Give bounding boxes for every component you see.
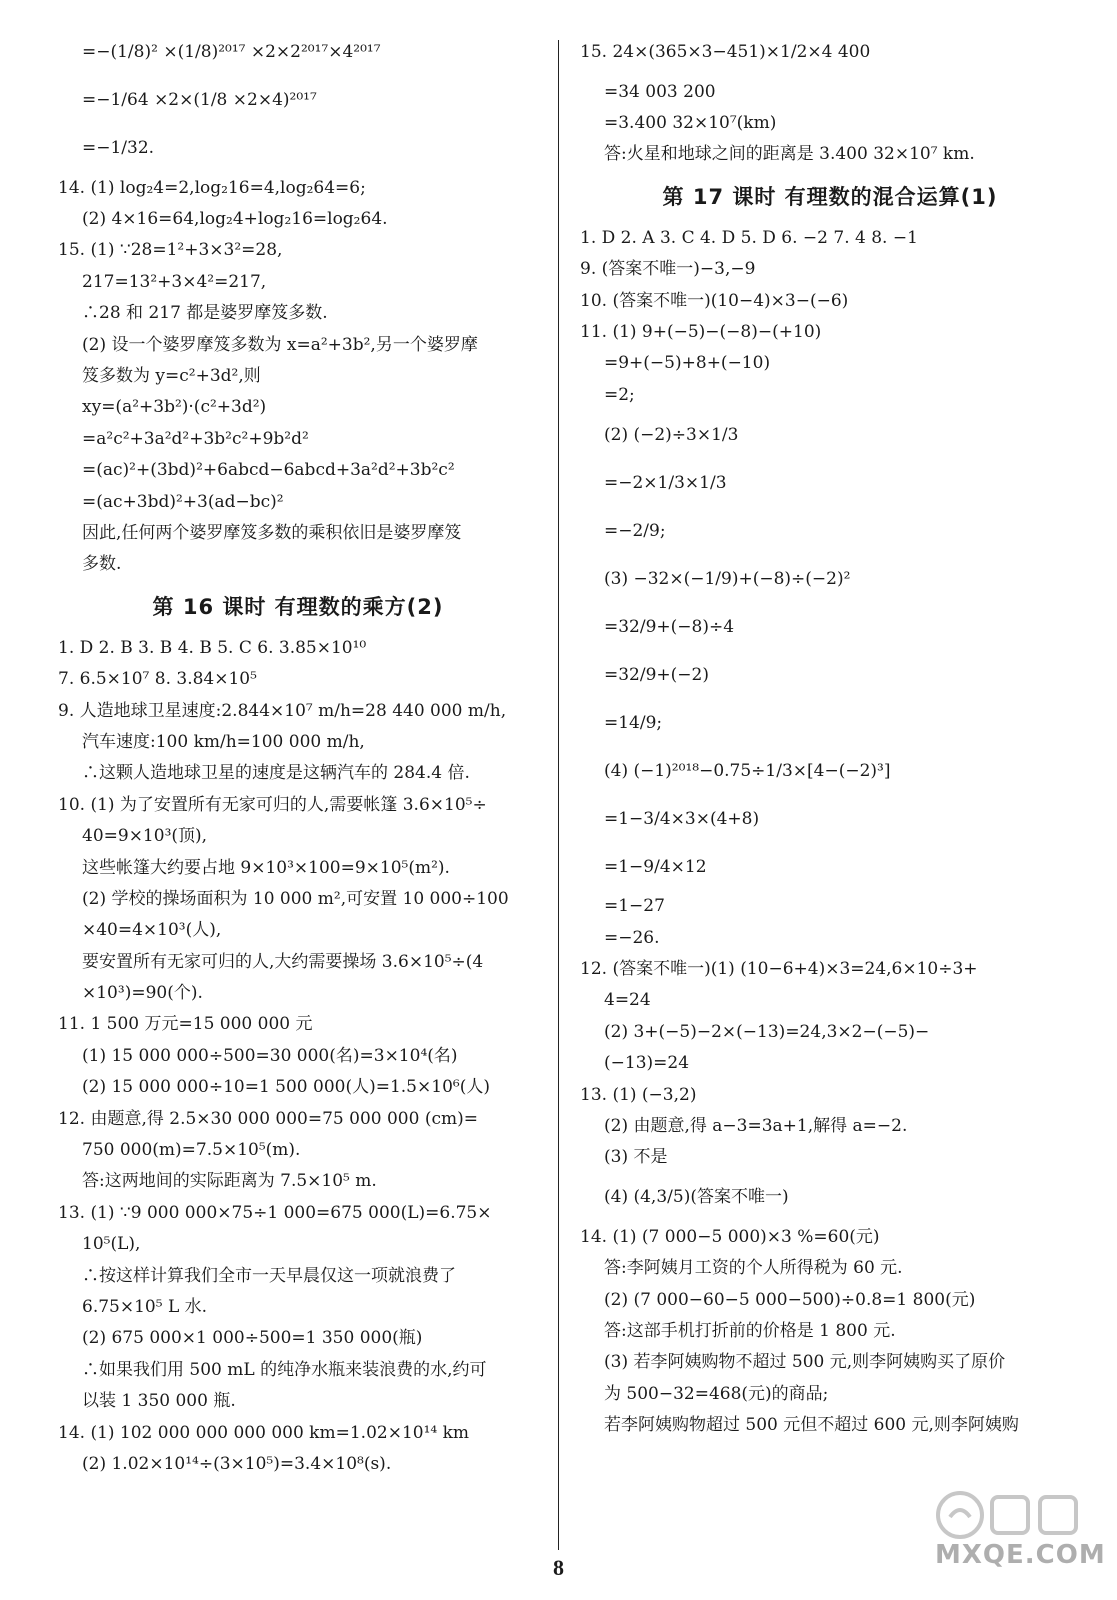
answer-line: (2) 1.02×10¹⁴÷(3×10⁵)=3.4×10⁸(s).	[82, 1453, 392, 1474]
answer-line: 答:李阿姨月工资的个人所得税为 60 元.	[604, 1258, 903, 1279]
answer-line: 9. (答案不唯一)−3,−9	[580, 259, 756, 280]
answer-line: (2) 由题意,得 a−3=3a+1,解得 a=−2.	[604, 1115, 908, 1136]
answer-line: 11. (1) 9+(−5)−(−8)−(+10)	[580, 322, 822, 343]
answer-line: ∴这颗人造地球卫星的速度是这辆汽车的 284.4 倍.	[82, 763, 470, 784]
answer-line: 750 000(m)=7.5×10⁵(m).	[82, 1140, 301, 1161]
answer-line: 多数.	[82, 554, 122, 575]
answer-line: 13. (1) ∵9 000 000×75÷1 000=675 000(L)=6.75×	[58, 1202, 492, 1223]
answer-line: 14. (1) 102 000 000 000 000 km=1.02×10¹⁴ km	[58, 1422, 470, 1443]
answer-line: 答:火星和地球之间的距离是 3.400 32×10⁷ km.	[604, 144, 975, 165]
answer-line: =32/9+(−2)	[604, 664, 709, 685]
right-column	[580, 28, 1080, 1441]
answer-line: (2) (7 000−60−5 000−500)÷0.8=1 800(元)	[604, 1289, 976, 1310]
answer-line: ∴如果我们用 500 mL 的纯净水瓶来装浪费的水,约可	[82, 1359, 487, 1380]
answer-line: 笈多数为 y=c²+3d²,则	[82, 366, 261, 387]
answer-line: =−1/32.	[82, 138, 155, 158]
answer-line: =1−3/4×3×(4+8)	[604, 808, 760, 829]
answer-line: 7. 6.5×10⁷ 8. 3.84×10⁵	[58, 669, 257, 690]
section-heading: 第 16 课时 有理数的乘方(2)	[152, 595, 444, 620]
answer-line: 因此,任何两个婆罗摩笈多数的乘积依旧是婆罗摩笈	[82, 522, 462, 543]
answer-line: ∴28 和 217 都是婆罗摩笈多数.	[82, 303, 328, 324]
answer-line: 以装 1 350 000 瓶.	[82, 1391, 236, 1412]
answer-line: =34 003 200	[604, 81, 716, 102]
answer-line: =14/9;	[604, 712, 663, 733]
answer-line: (2) 设一个婆罗摩笈多数为 x=a²+3b²,另一个婆罗摩	[82, 334, 478, 355]
answer-line: (4) (−1)²⁰¹⁸−0.75÷1/3×[4−(−2)³]	[604, 760, 891, 781]
answer-line: 这些帐篷大约要占地 9×10³×100=9×10⁵(m²).	[82, 857, 450, 878]
answer-line: ×40=4×10³(人),	[82, 920, 222, 941]
answer-line: 1. D 2. A 3. C 4. D 5. D 6. −2 7. 4 8. −1	[580, 227, 918, 248]
answer-line: 15. (1) ∵28=1²+3×3²=28,	[58, 240, 283, 261]
answer-line: =−2×1/3×1/3	[604, 472, 727, 493]
answer-line: 6.75×10⁵ L 水.	[82, 1296, 208, 1317]
answer-line: 答:这部手机打折前的价格是 1 800 元.	[604, 1320, 896, 1341]
answer-line: 12. (答案不唯一)(1) (10−6+4)×3=24,6×10÷3+	[580, 958, 978, 979]
answer-line: 要安置所有无家可归的人,大约需要操场 3.6×10⁵÷(4	[82, 951, 484, 972]
answer-line: 10⁵(L),	[82, 1234, 141, 1255]
answer-line: 217=13²+3×4²=217,	[82, 271, 267, 292]
answer-line: =−(1/8)² ×(1/8)²⁰¹⁷ ×2×2²⁰¹⁷×4²⁰¹⁷	[82, 42, 381, 62]
answer-line: (2) 3+(−5)−2×(−13)=24,3×2−(−5)−	[604, 1021, 930, 1042]
answer-line: 14. (1) (7 000−5 000)×3 %=60(元)	[580, 1226, 880, 1247]
answer-line: 9. 人造地球卫星速度:2.844×10⁷ m/h=28 440 000 m/h,	[58, 700, 507, 721]
answer-line: 40=9×10³(顶),	[82, 826, 208, 847]
answer-line: =(ac)²+(3bd)²+6abcd−6abcd+3a²d²+3b²c²	[82, 460, 455, 481]
section-heading: 第 17 课时 有理数的混合运算(1)	[662, 185, 998, 210]
answer-line: 11. 1 500 万元=15 000 000 元	[58, 1014, 313, 1035]
answer-line: (3) 若李阿姨购物不超过 500 元,则李阿姨购买了原价	[604, 1352, 1006, 1373]
answer-line: =−2/9;	[604, 520, 666, 541]
answer-line: 1. D 2. B 3. B 4. B 5. C 6. 3.85×10¹⁰	[58, 637, 367, 658]
answer-line: (4) (4,3/5)(答案不唯一)	[604, 1187, 789, 1208]
answer-line: =−26.	[604, 927, 660, 948]
answer-line: (2) (−2)÷3×1/3	[604, 424, 739, 445]
answer-line: 为 500−32=468(元)的商品;	[604, 1383, 829, 1404]
answer-line: 答:这两地间的实际距离为 7.5×10⁵ m.	[82, 1171, 377, 1192]
answer-line: (2) 学校的操场面积为 10 000 m²,可安置 10 000÷100	[82, 888, 509, 909]
answer-line: 若李阿姨购物超过 500 元但不超过 600 元,则李阿姨购	[604, 1415, 1019, 1436]
answer-line: =1−9/4×12	[604, 856, 707, 877]
answer-line: 14. (1) log₂4=2,log₂16=4,log₂64=6;	[58, 177, 366, 198]
answer-line: (1) 15 000 000÷500=30 000(名)=3×10⁴(名)	[82, 1045, 458, 1066]
column-divider	[558, 40, 559, 1550]
answer-line: =a²c²+3a²d²+3b²c²+9b²d²	[82, 428, 309, 449]
answer-line: 10. (1) 为了安置所有无家可归的人,需要帐篷 3.6×10⁵÷	[58, 794, 487, 815]
answer-line: 4=24	[604, 990, 651, 1011]
answer-line: 10. (答案不唯一)(10−4)×3−(−6)	[580, 290, 849, 311]
answer-line: =(ac+3bd)²+3(ad−bc)²	[82, 491, 284, 512]
watermark-text: MXQE.COM	[935, 1540, 1106, 1570]
answer-line: (2) 4×16=64,log₂4+log₂16=log₂64.	[82, 209, 388, 230]
answer-line: (3) 不是	[604, 1147, 668, 1168]
answer-line: =−1/64 ×2×(1/8 ×2×4)²⁰¹⁷	[82, 90, 317, 110]
answer-line: =3.400 32×10⁷(km)	[604, 113, 777, 134]
answer-line: =9+(−5)+8+(−10)	[604, 353, 771, 374]
left-column	[58, 28, 538, 1480]
page-number: 8	[553, 1555, 564, 1580]
watermark-logo-icon	[930, 1485, 1090, 1545]
answer-line: 13. (1) (−3,2)	[580, 1084, 697, 1105]
answer-line: (2) 675 000×1 000÷500=1 350 000(瓶)	[82, 1328, 423, 1349]
answer-line: =32/9+(−8)÷4	[604, 616, 735, 637]
answer-line: xy=(a²+3b²)·(c²+3d²)	[82, 397, 267, 418]
answer-line: =1−27	[604, 896, 665, 917]
answer-line: (3) −32×(−1/9)+(−8)÷(−2)²	[604, 568, 851, 589]
answer-line: ×10³)=90(个).	[82, 983, 203, 1004]
answer-line: 15. 24×(365×3−451)×1/2×4 400	[580, 42, 871, 62]
answer-line: 汽车速度:100 km/h=100 000 m/h,	[82, 731, 365, 752]
answer-line: =2;	[604, 384, 635, 405]
answer-line: (2) 15 000 000÷10=1 500 000(人)=1.5×10⁶(人)	[82, 1077, 490, 1098]
answer-line: ∴按这样计算我们全市一天早晨仅这一项就浪费了	[82, 1265, 456, 1286]
answer-line: 12. 由题意,得 2.5×30 000 000=75 000 000 (cm)=	[58, 1108, 478, 1129]
answer-line: (−13)=24	[604, 1053, 690, 1074]
